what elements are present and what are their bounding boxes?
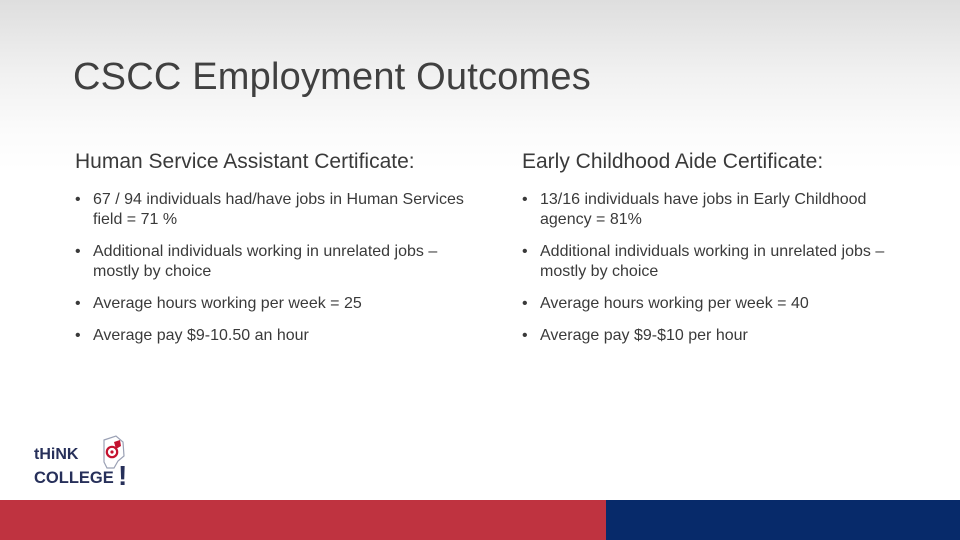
bullet-icon: •	[522, 191, 528, 208]
list-item	[75, 326, 485, 346]
list-item	[522, 294, 922, 314]
logo-exclaim-text: !	[118, 460, 128, 490]
logo-think-text: tHiNK	[34, 446, 79, 463]
list-item	[75, 190, 485, 230]
bullet-text: Average pay $9-10.50 an hour	[93, 327, 309, 344]
bullet-text: Additional individuals working in unrelated jobs – mostly by choice	[540, 243, 885, 280]
left-column-heading: Human Service Assistant Certificate:	[75, 150, 415, 173]
right-bullet-list	[522, 190, 922, 346]
bullet-icon: •	[75, 191, 81, 208]
right-column	[522, 150, 922, 358]
slide-title: CSCC Employment Outcomes	[73, 56, 591, 98]
bullet-icon: •	[75, 295, 81, 312]
bullet-text: Average pay $9-$10 per hour	[540, 327, 748, 344]
bullet-icon: •	[522, 295, 528, 312]
left-column	[75, 150, 485, 358]
logo-college-text: COLLEGE	[34, 469, 114, 487]
bullet-icon: •	[75, 243, 81, 260]
footer-bar-red	[0, 500, 606, 540]
bullet-text: 67 / 94 individuals had/have jobs in Human Services field = 71 %	[93, 191, 464, 228]
bullet-icon: •	[522, 327, 528, 344]
list-item	[522, 242, 922, 282]
bullet-text: Average hours working per week = 25	[93, 295, 362, 312]
think-college-logo	[30, 432, 134, 490]
think-college-logo-graphic	[30, 432, 134, 490]
list-item	[75, 242, 485, 282]
bullet-text: Additional individuals working in unrelated jobs – mostly by choice	[93, 243, 438, 280]
bullet-icon: •	[522, 243, 528, 260]
list-item	[75, 294, 485, 314]
list-item	[522, 190, 922, 230]
left-bullet-list	[75, 190, 485, 346]
right-column-heading: Early Childhood Aide Certificate:	[522, 150, 824, 173]
bullet-icon: •	[75, 327, 81, 344]
list-item	[522, 326, 922, 346]
footer-bar-blue	[606, 500, 960, 540]
bullet-text: 13/16 individuals have jobs in Early Childhood agency = 81%	[540, 191, 867, 228]
bullet-text: Average hours working per week = 40	[540, 295, 809, 312]
